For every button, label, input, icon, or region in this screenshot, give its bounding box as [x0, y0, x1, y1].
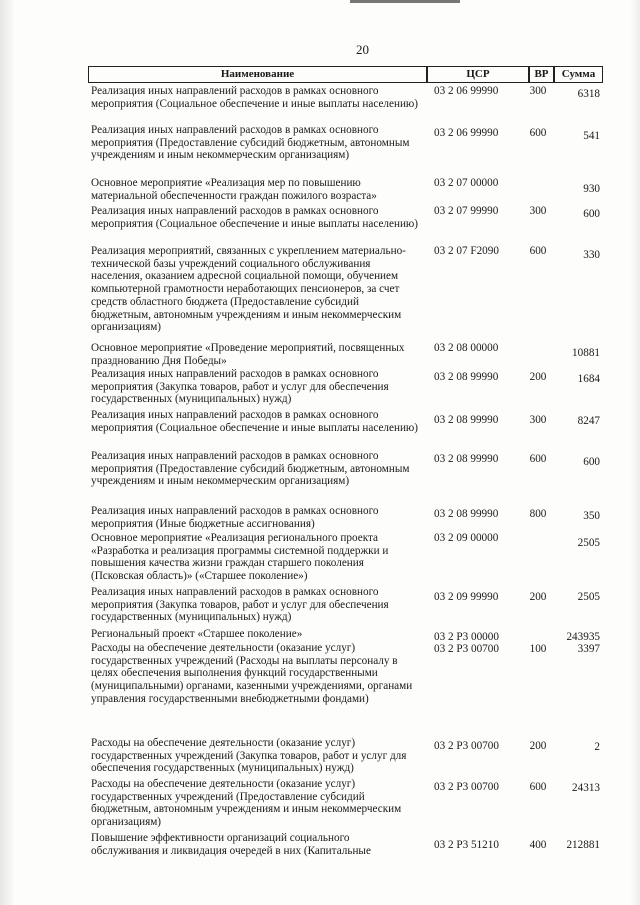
row-csr: 03 2 08 99990	[434, 453, 499, 465]
row-csr: 03 2 07 99990	[434, 205, 499, 217]
row-sum: 930	[583, 183, 600, 195]
scan-left-edge	[0, 0, 14, 905]
row-sum: 600	[583, 456, 600, 468]
row-sum: 600	[583, 208, 600, 220]
row-vr: 600	[529, 127, 547, 139]
row-sum: 3397	[577, 643, 600, 655]
row-csr: 03 2 09 00000	[434, 532, 499, 544]
row-sum: 212881	[566, 839, 600, 851]
page-number: 20	[356, 42, 369, 57]
row-name: Реализация иных направлений расходов в рамках основного мероприятия (Иные бюджетные ассигнования)	[91, 505, 379, 530]
row-vr: 600	[529, 781, 547, 793]
row-csr: 03 2 P3 51210	[434, 839, 499, 851]
row-sum: 2505	[577, 537, 600, 549]
row-name: Основное мероприятие «Реализация мер по повышению материальной обеспеченности граждан пожилого возраста»	[91, 177, 377, 202]
row-vr: 800	[529, 508, 547, 520]
row-sum: 330	[583, 249, 600, 261]
header-csr: ЦСР	[427, 66, 529, 83]
row-name: Реализация иных направлений расходов в рамках основного мероприятия (Предоставление субсидий бюджетным, автономным учреждениям и иным некоммерческим организациям)	[91, 450, 410, 488]
row-sum: 2505	[577, 591, 600, 603]
row-sum: 24313	[572, 782, 600, 794]
header-sum: Сумма	[554, 66, 603, 83]
scan-right-edge	[630, 0, 640, 905]
row-sum: 6318	[577, 88, 600, 100]
row-sum: 2	[594, 741, 600, 753]
row-csr: 03 2 07 00000	[434, 177, 499, 189]
row-vr: 600	[529, 245, 547, 257]
row-csr: 03 2 07 F2090	[434, 245, 499, 257]
row-csr: 03 2 P3 00700	[434, 643, 499, 655]
row-sum: 541	[583, 130, 600, 142]
row-name: Реализация иных направлений расходов в рамках основного мероприятия (Закупка товаров, работ и услуг для обеспечения государственных (муниципальных) нужд)	[91, 368, 389, 406]
row-name: Региональный проект «Старшее поколение»	[91, 628, 303, 640]
row-vr: 400	[529, 839, 547, 851]
row-csr: 03 2 P3 00000	[434, 631, 499, 643]
row-csr: 03 2 08 99990	[434, 508, 499, 520]
row-vr: 100	[529, 643, 547, 655]
row-name: Реализация иных направлений расходов в рамках основного мероприятия (Закупка товаров, работ и услуг для обеспечения государственных (муниципальных) нужд)	[91, 586, 389, 624]
row-csr: 03 2 08 00000	[434, 342, 499, 354]
row-name: Реализация иных направлений расходов в рамках основного мероприятия (Социальное обеспечение и иные выплаты населению)	[91, 205, 419, 230]
row-csr: 03 2 06 99990	[434, 127, 499, 139]
row-csr: 03 2 06 99990	[434, 85, 499, 97]
row-csr: 03 2 08 99990	[434, 414, 499, 426]
row-csr: 03 2 P3 00700	[434, 740, 499, 752]
row-vr: 300	[529, 414, 547, 426]
row-sum: 243935	[566, 631, 600, 643]
row-vr: 300	[529, 205, 547, 217]
row-vr: 600	[529, 453, 547, 465]
row-sum: 1684	[577, 373, 600, 385]
row-name: Реализация иных направлений расходов в рамках основного мероприятия (Предоставление субсидий бюджетным, автономным учреждениям и иным некоммерческим организациям)	[91, 124, 410, 162]
row-name: Расходы на обеспечение деятельности (оказание услуг) государственных учреждений (Закупка товаров, работ и услуг для обеспечения государственных (муниципальных) нужд)	[91, 737, 407, 775]
row-csr: 03 2 09 99990	[434, 591, 499, 603]
row-name: Реализация мероприятий, связанных с укреплением материально-технической базы учреждений социального обслуживания населения, оказанием адресной социальной помощи, обучением компьютерной грамотности неработающих пенсионеров, за счет средств областного бюджета (Предоставление субсидий бюджетным, автономным учреждениям и иным некоммерческим организациям)	[91, 245, 406, 334]
row-sum: 8247	[577, 415, 600, 427]
row-csr: 03 2 P3 00700	[434, 781, 499, 793]
row-vr: 300	[529, 85, 547, 97]
row-sum: 10881	[572, 347, 600, 359]
row-vr: 200	[529, 371, 547, 383]
row-name: Реализация иных направлений расходов в рамках основного мероприятия (Социальное обеспечение и иные выплаты населению)	[91, 409, 419, 434]
row-name: Реализация иных направлений расходов в рамках основного мероприятия (Социальное обеспечение и иные выплаты населению)	[91, 85, 419, 110]
header-name: Наименование	[88, 66, 427, 83]
header-vr: ВР	[529, 66, 554, 83]
row-vr: 200	[529, 740, 547, 752]
row-vr: 200	[529, 591, 547, 603]
row-name: Повышение эффективности организаций социального обслуживания и ликвидация очередей в них (Капитальные	[91, 832, 371, 857]
row-name: Основное мероприятие «Проведение мероприятий, посвященных празднованию Дня Победы»	[91, 342, 405, 367]
row-sum: 350	[583, 510, 600, 522]
row-name: Основное мероприятие «Реализация регионального проекта «Разработка и реализация программы системной поддержки и повышения качества жизни граждан старшего поколения (Псковская область)» («Старшее поколение»)	[91, 532, 389, 583]
row-name: Расходы на обеспечение деятельности (оказание услуг) государственных учреждений (Предоставление субсидий бюджетным, автономным учреждениям и иным некоммерческим организациям)	[91, 778, 402, 829]
row-csr: 03 2 08 99990	[434, 371, 499, 383]
scan-top-mark	[350, 0, 460, 3]
row-name: Расходы на обеспечение деятельности (оказание услуг) государственных учреждений (Расходы на выплаты персоналу в целях обеспечения выполнения функций государственными (муниципальными) органами, казенными учреждениями, органами управления государственными внебюджетными фондами)	[91, 642, 413, 705]
